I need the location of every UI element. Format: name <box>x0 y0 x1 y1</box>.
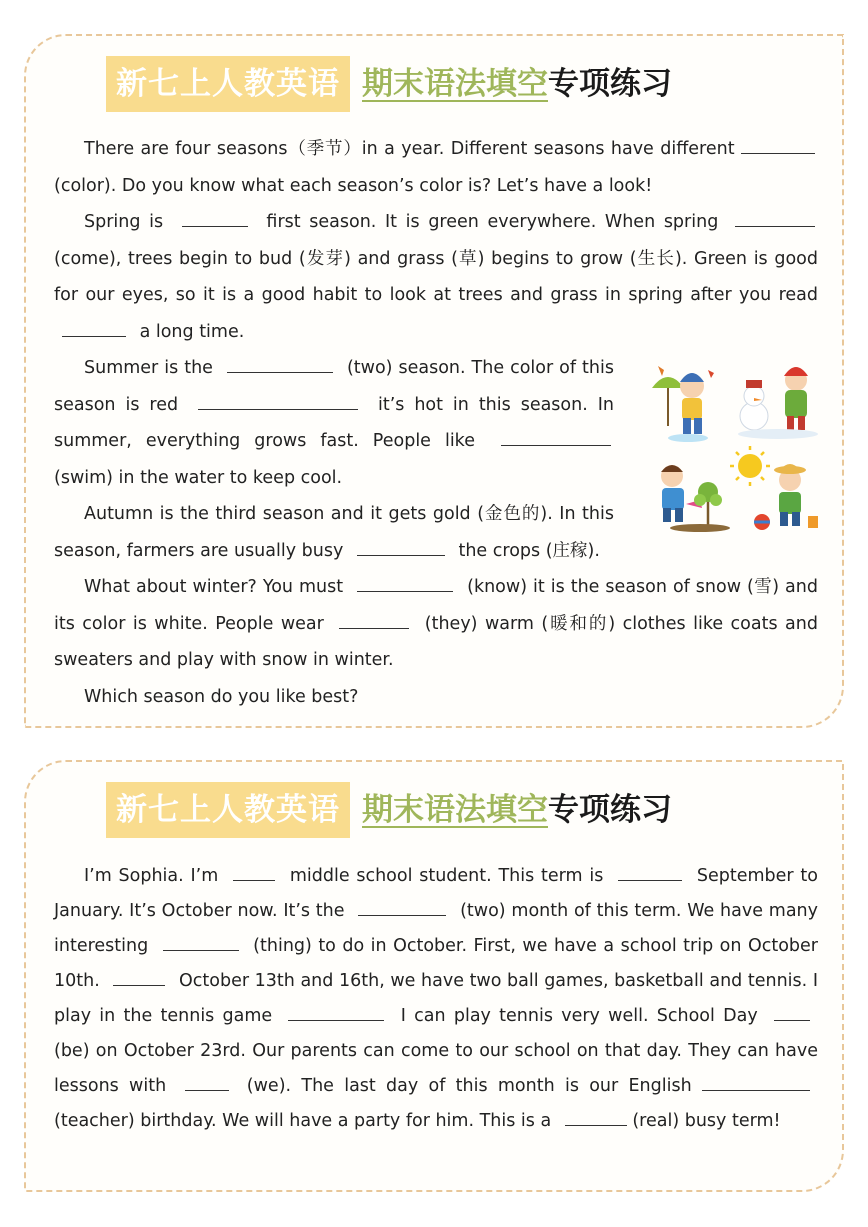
title-green: 期末语法填空 <box>362 792 548 828</box>
title-dark: 专项练习 <box>548 792 672 828</box>
answer-blank[interactable] <box>565 1107 627 1126</box>
answer-blank[interactable] <box>182 208 248 227</box>
paragraph: I’m Sophia. I’m middle school student. This term is September to January. It’s October now. It’s the (two) month of this term. We have many interesting (thing) to do in October. First, we have a school trip on October 10th. October 13th and 16th, we have two ball games, basketball and tennis. I play in the tennis game I can play tennis very well. School Day (be) on October 23rd. Our parents can come to our school on that day. They can have lessons with (we). The last day of this month is our English (teacher) birthday. We will have a party for him. This is a (real) busy term! <box>54 859 818 1139</box>
title-highlight: 新七上人教英语 <box>106 782 350 838</box>
answer-blank[interactable] <box>735 208 815 227</box>
worksheet-card-2 <box>24 760 844 1192</box>
answer-blank[interactable] <box>501 427 611 446</box>
summer-child-icon <box>730 446 818 530</box>
worksheet-title-1 <box>106 56 672 112</box>
answer-blank[interactable] <box>774 1002 810 1021</box>
worksheet-title-2 <box>106 782 672 838</box>
worksheet-card-1 <box>24 34 844 728</box>
answer-blank[interactable] <box>198 391 358 410</box>
paragraph: What about winter? You must (know) it is the season of snow (雪) and its color is white. People wear (they) warm (暖和的) clothes like coats and sweaters and play with snow in winter. <box>54 569 818 679</box>
answer-blank[interactable] <box>185 1072 229 1091</box>
title-dark: 专项练习 <box>548 66 672 102</box>
answer-blank[interactable] <box>227 354 333 373</box>
answer-blank[interactable] <box>113 967 165 986</box>
autumn-child-icon <box>652 366 714 442</box>
passage-2 <box>54 859 818 1139</box>
title-highlight: 新七上人教英语 <box>106 56 350 112</box>
paragraph: Which season do you like best? <box>84 686 359 707</box>
answer-blank[interactable] <box>163 932 239 951</box>
paragraph: Autumn is the third season and it gets gold (金色的). In this season, farmers are usually busy the crops (庄稼). <box>54 504 614 561</box>
answer-blank[interactable] <box>62 318 126 337</box>
spring-child-icon <box>661 465 730 532</box>
winter-child-icon <box>738 367 818 439</box>
answer-blank[interactable] <box>618 862 682 881</box>
paragraph: Summer is the (two) season. The color of this season is red it’s hot in this season. In summer, everything grows fast. People like (swim) in the water to keep cool. <box>54 350 818 496</box>
answer-blank[interactable] <box>358 897 446 916</box>
answer-blank[interactable] <box>357 537 445 556</box>
paragraph: There are four seasons（季节）in a year. Different seasons have different (color). Do you know what each season’s color is? Let’s have a look! <box>54 131 818 204</box>
answer-blank[interactable] <box>702 1072 810 1091</box>
title-green: 期末语法填空 <box>362 66 548 102</box>
answer-blank[interactable] <box>233 862 275 881</box>
answer-blank[interactable] <box>741 135 815 154</box>
paragraph: Spring is first season. It is green everywhere. When spring (come), trees begin to bud (发芽) and grass (草) begins to grow (生长). Green is good for our eyes, so it is a good habit to look at trees and grass in spring after you read a long time. <box>54 204 818 350</box>
answer-blank[interactable] <box>339 610 409 629</box>
seasons-illustration <box>650 358 820 540</box>
answer-blank[interactable] <box>288 1002 384 1021</box>
answer-blank[interactable] <box>357 573 453 592</box>
